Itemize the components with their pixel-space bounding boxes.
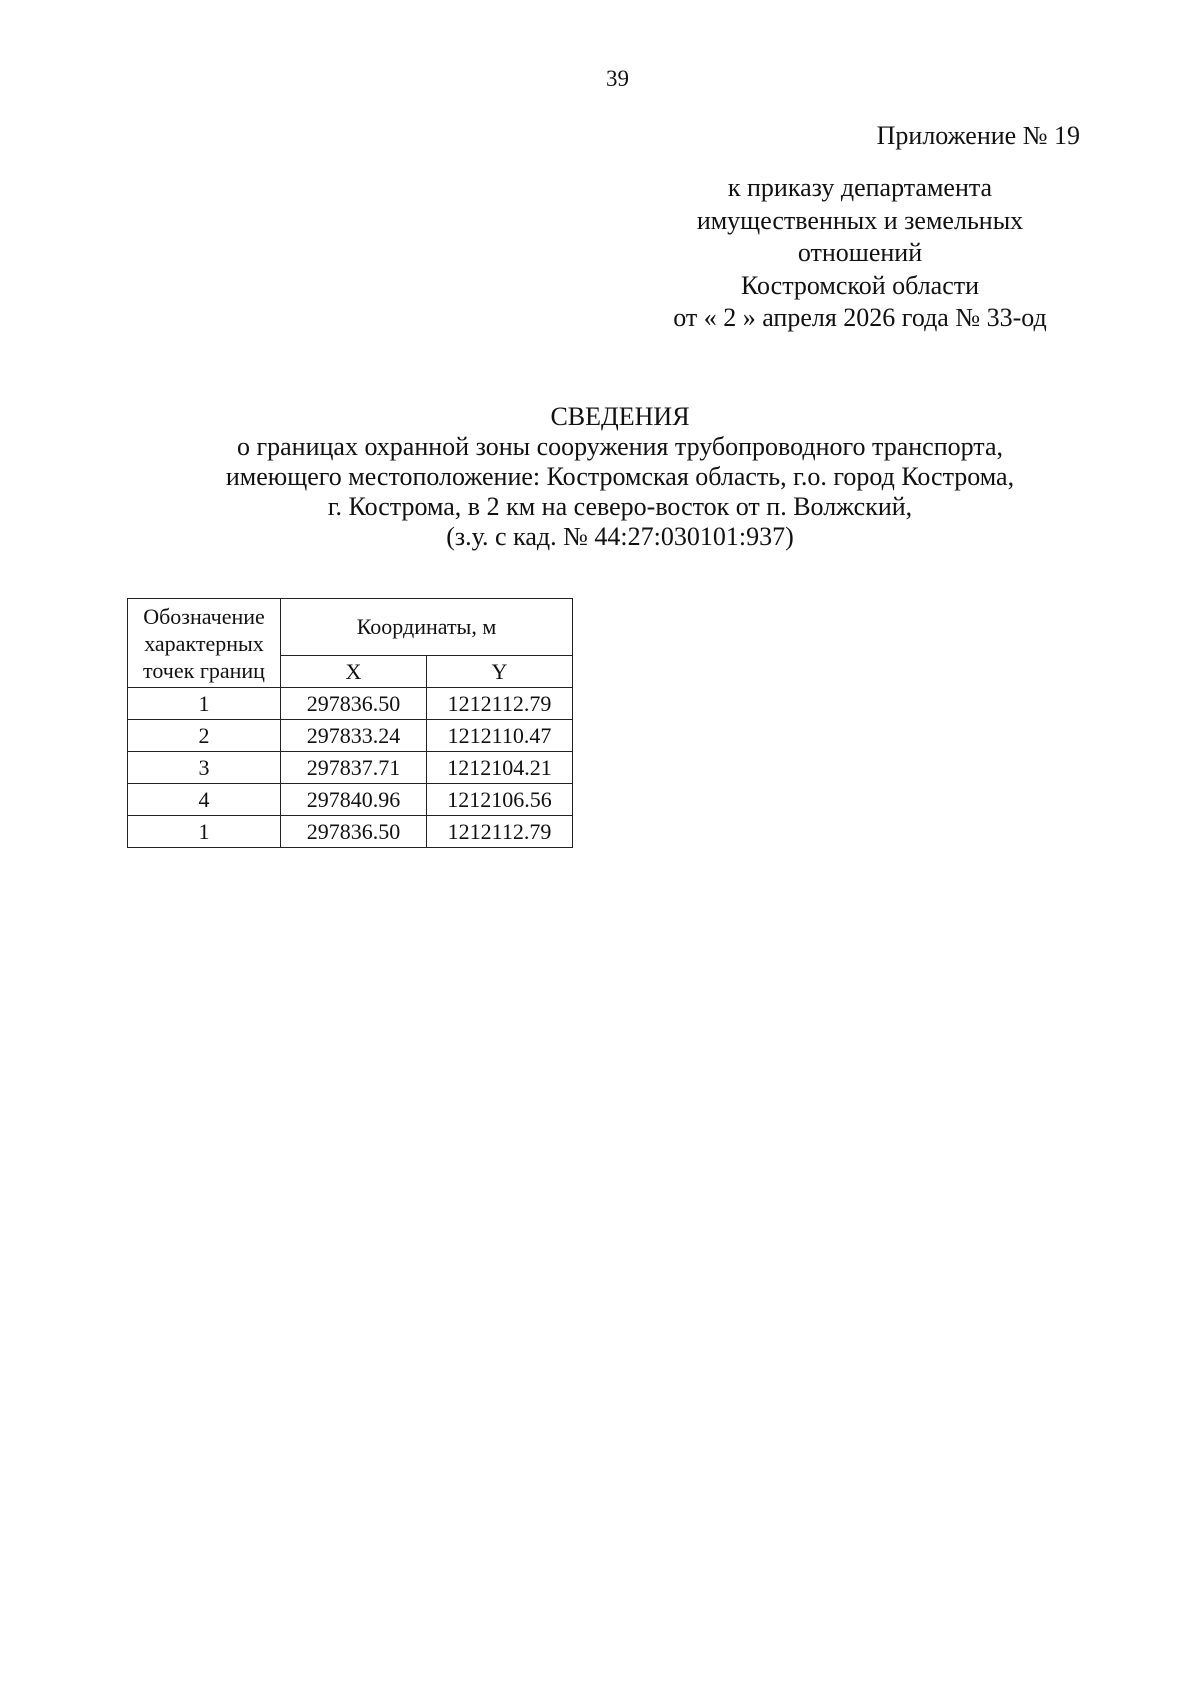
order-reference — [600, 172, 1120, 335]
order-line: от « 2 » апреля 2026 года № 33-од — [673, 303, 1047, 332]
table-row — [128, 816, 573, 848]
heading-line: (з.у. с кад. № 44:27:030101:937) — [446, 522, 794, 551]
page-number: 39 — [606, 66, 629, 91]
document-heading — [0, 402, 1200, 552]
x-cell: 297836.50 — [281, 688, 427, 720]
point-header-line: Обозначение — [143, 603, 265, 629]
order-line: к приказу департамента — [727, 173, 993, 202]
x-cell: 297836.50 — [281, 816, 427, 848]
point-cell: 1 — [128, 688, 281, 720]
coordinates-table — [127, 598, 573, 848]
heading-line: г. Кострома, в 2 км на северо-восток от п. Волжский, — [327, 492, 913, 521]
heading-line: имеющего местоположение: Костромская область, г.о. город Кострома, — [225, 462, 1015, 491]
x-cell: 297837.71 — [281, 752, 427, 784]
table-row — [128, 688, 573, 720]
table-row — [128, 752, 573, 784]
y-cell: 1212106.56 — [427, 784, 573, 816]
appendix-label: Приложение № 19 — [876, 121, 1080, 150]
heading-title: СВЕДЕНИЯ — [550, 402, 690, 431]
order-line: отношений — [797, 238, 923, 267]
x-cell: 297833.24 — [281, 720, 427, 752]
order-line: Костромской области — [740, 270, 980, 300]
table-row — [128, 784, 573, 816]
y-cell: 1212110.47 — [427, 720, 573, 752]
x-header: X — [281, 656, 427, 688]
point-header-line: точек границ — [143, 657, 265, 683]
point-header-line: характерных — [144, 630, 264, 656]
table-row — [128, 720, 573, 752]
y-cell: 1212112.79 — [427, 816, 573, 848]
point-cell: 3 — [128, 752, 281, 784]
x-cell: 297840.96 — [281, 784, 427, 816]
y-header: Y — [427, 656, 573, 688]
y-cell: 1212104.21 — [427, 752, 573, 784]
point-cell: 4 — [128, 784, 281, 816]
point-cell: 2 — [128, 720, 281, 752]
order-line: имущественных и земельных — [696, 205, 1024, 235]
point-cell: 1 — [128, 816, 281, 848]
point-header — [128, 599, 281, 688]
coordinates-header: Координаты, м — [281, 599, 573, 656]
y-cell: 1212112.79 — [427, 688, 573, 720]
heading-line: о границах охранной зоны сооружения трубопроводного транспорта, — [236, 432, 1004, 461]
